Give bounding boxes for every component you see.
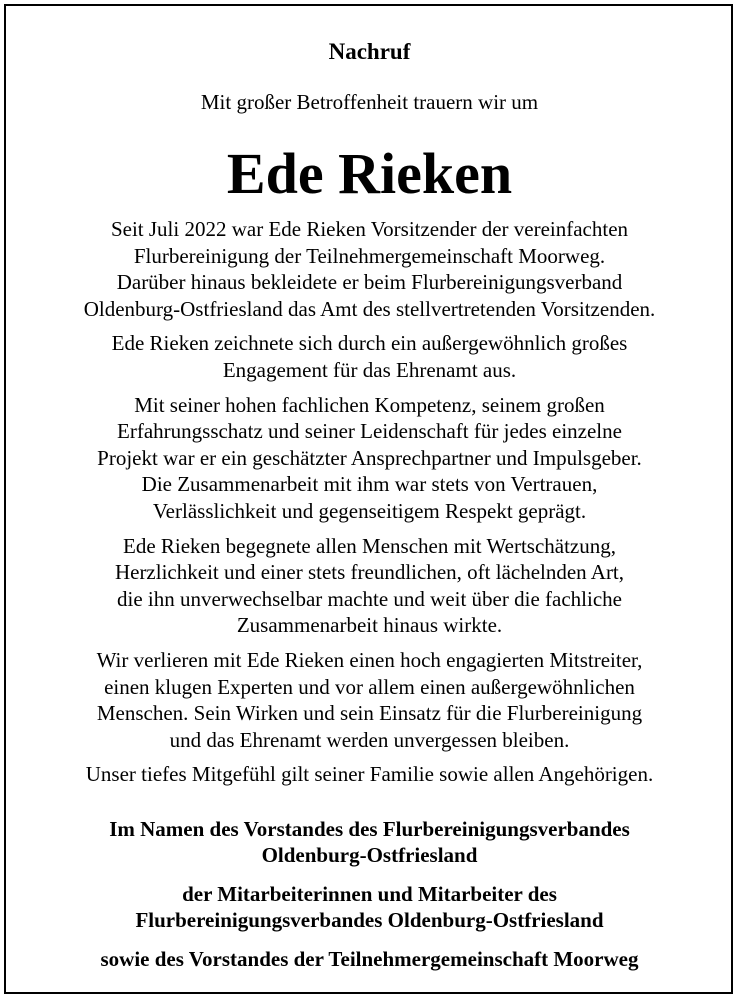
text-line: Oldenburg-Ostfriesland das Amt des stellvertretenden Vorsitzenden. (83, 296, 656, 321)
text-line: Seit Juli 2022 war Ede Rieken Vorsitzender der vereinfachten (110, 217, 629, 241)
text-line: Verlässlichkeit und gegenseitigem Respekt geprägt. (152, 498, 587, 523)
text-line: die ihn unverwechselbar machte und weit über die fachliche (117, 586, 622, 611)
text-line: Unser tiefes Mitgefühl gilt seiner Familie sowie allen Angehörigen. (85, 762, 654, 787)
signatory-block (0, 881, 739, 933)
text-line: Ede Rieken begegnete allen Menschen mit Wertschätzung, (123, 533, 616, 558)
signatory-line: Oldenburg-Ostfriesland (261, 843, 478, 867)
text-line: Die Zusammenarbeit mit ihm war stets von Vertrauen, (141, 472, 598, 497)
text-line: Menschen. Sein Wirken und sein Einsatz für die Flurbereinigung (96, 701, 643, 726)
text-line: Wir verlieren mit Ede Rieken einen hoch engagierten Mitstreiter, (96, 647, 643, 672)
text-line: Projekt war er ein geschätzter Ansprechpartner und Impulsgeber. (97, 445, 642, 470)
text-line: Darüber hinaus bekleidete er beim Flurbereinigungsverband (116, 270, 623, 295)
deceased-name: Ede Rieken (226, 141, 513, 206)
paragraph (0, 647, 739, 753)
signatory-line: Im Namen des Vorstandes des Flurbereinigungsverbandes (109, 817, 630, 841)
text-line: und das Ehrenamt werden unvergessen bleiben. (169, 727, 570, 752)
notice-heading: Nachruf (328, 39, 411, 64)
signatory-line: sowie des Vorstandes der Teilnehmergemeinschaft Moorweg (100, 947, 639, 971)
paragraph (0, 330, 739, 383)
notice-body (0, 216, 739, 796)
text-line: Zusammenarbeit hinaus wirkte. (236, 613, 503, 638)
paragraph (0, 216, 739, 322)
text-line: Erfahrungsschatz und seiner Leidenschaft für jedes einzelne (117, 419, 622, 444)
text-line: Herzlichkeit und einer stets freundlichen, oft lächelnden Art, (114, 560, 625, 585)
signatory-line: der Mitarbeiterinnen und Mitarbeiter des (182, 882, 557, 906)
text-line: Ede Rieken zeichnete sich durch ein außergewöhnlich großes (111, 331, 628, 356)
paragraph (0, 392, 739, 525)
signatory-line: Flurbereinigungsverbandes Oldenburg-Ostfriesland (135, 908, 604, 932)
signatories (0, 816, 739, 985)
signatory-block (0, 816, 739, 868)
intro-text: Mit großer Betroffenheit trauern wir um (200, 90, 539, 114)
paragraph (0, 761, 739, 788)
text-line: Engagement für das Ehrenamt aus. (222, 357, 517, 382)
signatory-block (0, 946, 739, 972)
paragraph (0, 533, 739, 639)
text-line: einen klugen Experten und vor allem einen außergewöhnlichen (104, 674, 635, 699)
text-line: Flurbereinigung der Teilnehmergemeinschaft Moorweg. (133, 243, 606, 268)
text-line: Mit seiner hohen fachlichen Kompetenz, seinem großen (134, 392, 605, 417)
